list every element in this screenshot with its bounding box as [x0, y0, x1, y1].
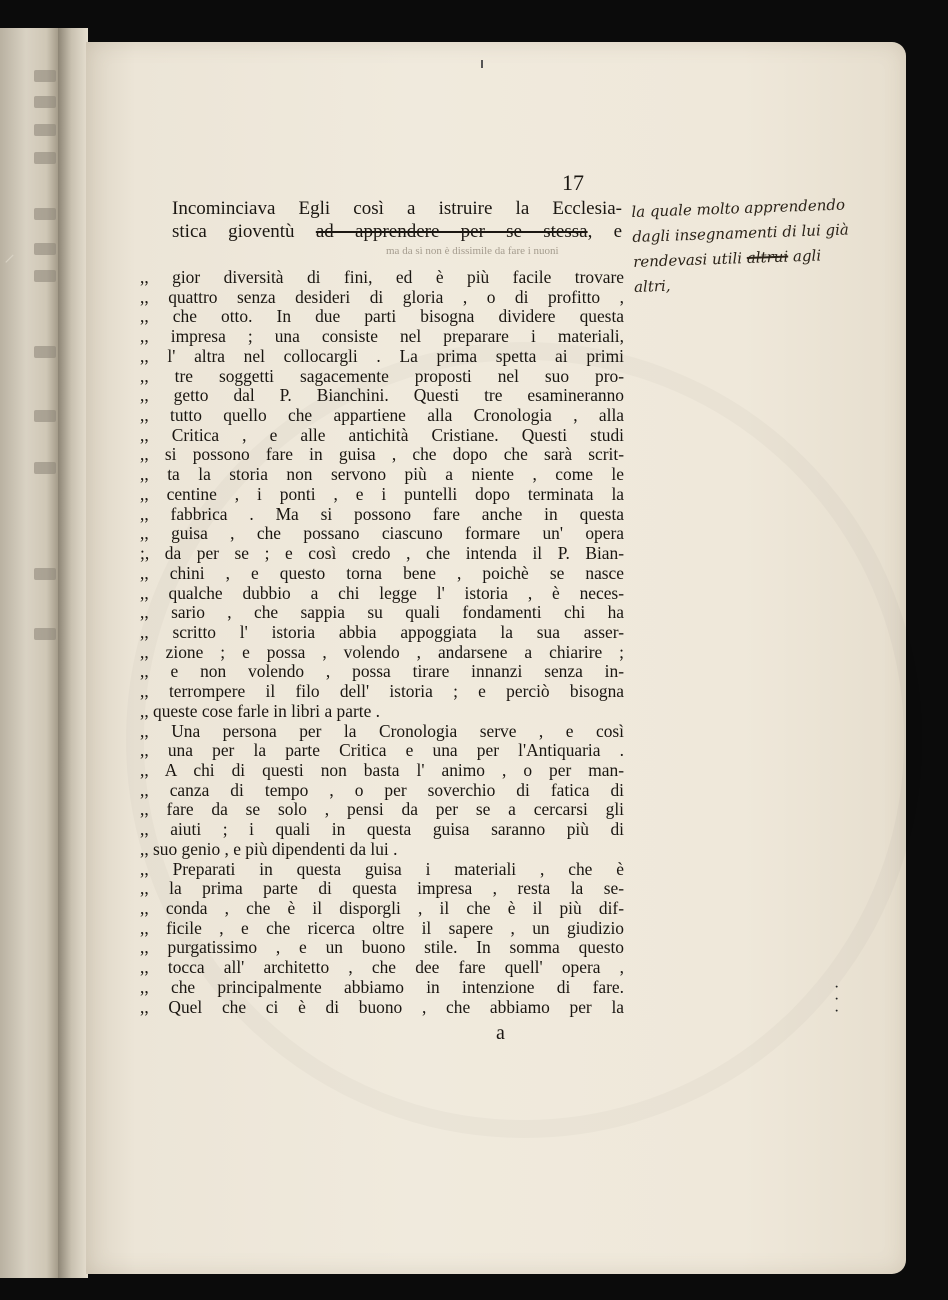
- document-page: [86, 42, 906, 1274]
- body-line: ,, queste cose farle in libri a parte .: [140, 700, 380, 721]
- body-line: ,, una per la parte Critica e una per l'Antiquaria .: [140, 740, 624, 761]
- margin-note-struck-text: altrui: [746, 247, 789, 267]
- body-line: ,, purgatissimo , e un buono stile. In somma questo: [140, 937, 624, 958]
- body-line: ,, Critica , e alle antichità Cristiane. Questi studi: [140, 424, 624, 445]
- page-number: 17: [562, 170, 584, 195]
- body-line: ,, Quel che ci è di buono , che abbiamo per la: [140, 996, 624, 1017]
- margin-note-line: altri,: [633, 276, 671, 296]
- body-line: ,, sario , che sappia su quali fondamenti chi ha: [140, 602, 624, 623]
- left-page-text-fragment: [34, 152, 56, 164]
- heading-line: Incominciava Egli così a istruire la Ecclesia-: [172, 198, 622, 219]
- left-page-text-fragment: [34, 628, 56, 640]
- left-page-text-fragment: [34, 208, 56, 220]
- body-line: ,, e non volendo , possa tirare innanzi senza in-: [140, 661, 624, 682]
- body-line: ,, scritto l' istoria abbia appoggiata la sua asser-: [140, 621, 624, 642]
- body-line: ,, si possono fare in guisa , che dopo che sarà scrit-: [140, 444, 624, 465]
- body-line: ,, quattro senza desideri di gloria , o di profitto ,: [140, 286, 624, 307]
- body-line: ,, fabbrica . Ma si possono fare anche in questa: [140, 503, 624, 524]
- body-line: ,, tre soggetti sagacemente proposti nel suo pro-: [140, 365, 624, 386]
- body-line: ,, conda , che è il disporgli , il che è il più dif-: [140, 898, 624, 918]
- heading-line-two: [172, 220, 622, 243]
- left-page-text-fragment: [34, 70, 56, 82]
- body-line: ,, tocca all' architetto , che dee fare quell' opera ,: [140, 957, 624, 978]
- struck-through-text: ad apprendere per se stessa: [315, 221, 588, 242]
- left-page-text-fragment: [34, 568, 56, 580]
- body-line: ,, impresa ; una consiste nel preparare i materiali,: [140, 326, 624, 347]
- body-line: ,, canza di tempo , o per soverchio di fatica di: [140, 779, 624, 800]
- body-line: ,, che principalmente abbiamo in intenzione di fare.: [140, 976, 624, 997]
- body-text: [140, 268, 624, 1017]
- body-line: ,, suo genio , e più dipendenti da lui .: [140, 838, 398, 859]
- body-line: ,, chini , e questo torna bene , poichè se nasce: [140, 562, 624, 583]
- left-page-text-fragment: [34, 270, 56, 282]
- left-page-edge: [0, 28, 58, 1278]
- left-page-text-fragment: [34, 410, 56, 422]
- signature-mark: a: [496, 1022, 505, 1044]
- left-page-text-fragment: [34, 96, 56, 108]
- body-line: ,, A chi di questi non basta l' animo , o per man-: [140, 759, 624, 780]
- body-line: ,, centine , i ponti , e i puntelli dopo terminata la: [140, 483, 624, 504]
- page-top-mark: [481, 60, 483, 68]
- left-page-text-fragment: [34, 243, 56, 255]
- margin-note-text-end: agli: [787, 246, 822, 266]
- body-line: ,, qualche dubbio a chi legge l' istoria , è neces-: [140, 582, 624, 603]
- left-page-text-fragment: [34, 462, 56, 474]
- body-line: ,, fare da se solo , pensi da per se a cercarsi gli: [140, 799, 624, 820]
- body-line: ,, getto dal P. Bianchini. Questi tre esamineranno: [140, 385, 624, 406]
- heading-text: stica gioventù: [172, 221, 316, 242]
- body-line: ,, gior diversità di fini, ed è più facile trovare: [140, 267, 624, 287]
- margin-note-line: la quale molto apprendendo: [631, 195, 846, 221]
- left-page-text-fragment: [34, 124, 56, 136]
- bleed-through-text: ma da sì non è dissimile da fare i nuoni: [386, 245, 559, 257]
- body-line: ,, Preparati in questa guisa i materiali , che è: [140, 858, 624, 879]
- body-line: ,, che otto. In due parti bisogna dividere questa: [140, 306, 624, 327]
- left-page-text-fragment: [34, 346, 56, 358]
- margin-dots: · · ·: [834, 979, 840, 1020]
- body-line: ,, la prima parte di questa impresa , resta la se-: [140, 878, 624, 899]
- margin-note-line: dagli insegnamenti di lui già: [631, 220, 850, 246]
- heading-text-end: , e: [587, 221, 623, 242]
- body-line: ,, ficile , e che ricerca oltre il sapere , un giudizio: [140, 917, 624, 938]
- body-line: ,, zione ; e possa , volendo , andarsene a chiarire ;: [140, 641, 624, 662]
- body-line: ,, terrompere il filo dell' istoria ; e perciò bisogna: [140, 681, 624, 702]
- edge-mark: ⸝: [4, 241, 16, 266]
- body-line: ,, Una persona per la Cronologia serve , e così: [140, 720, 624, 741]
- body-line: ,, aiuti ; i quali in questa guisa saranno più di: [140, 819, 624, 840]
- body-line: ,, ta la storia non servono più a niente , come le: [140, 464, 624, 485]
- handwritten-margin-note: [631, 191, 896, 300]
- heading: [172, 197, 622, 243]
- body-line: ,, tutto quello che appartiene alla Cronologia , alla: [140, 405, 624, 426]
- body-line: ;, da per se ; e così credo , che intenda il P. Bian-: [140, 543, 624, 564]
- margin-note-text: rendevasi utili: [632, 248, 748, 271]
- book-gutter: [58, 28, 88, 1278]
- body-line: ,, l' altra nel collocargli . La prima spetta ai primi: [140, 345, 624, 366]
- body-line: ,, guisa , che possano ciascuno formare un' opera: [140, 523, 624, 544]
